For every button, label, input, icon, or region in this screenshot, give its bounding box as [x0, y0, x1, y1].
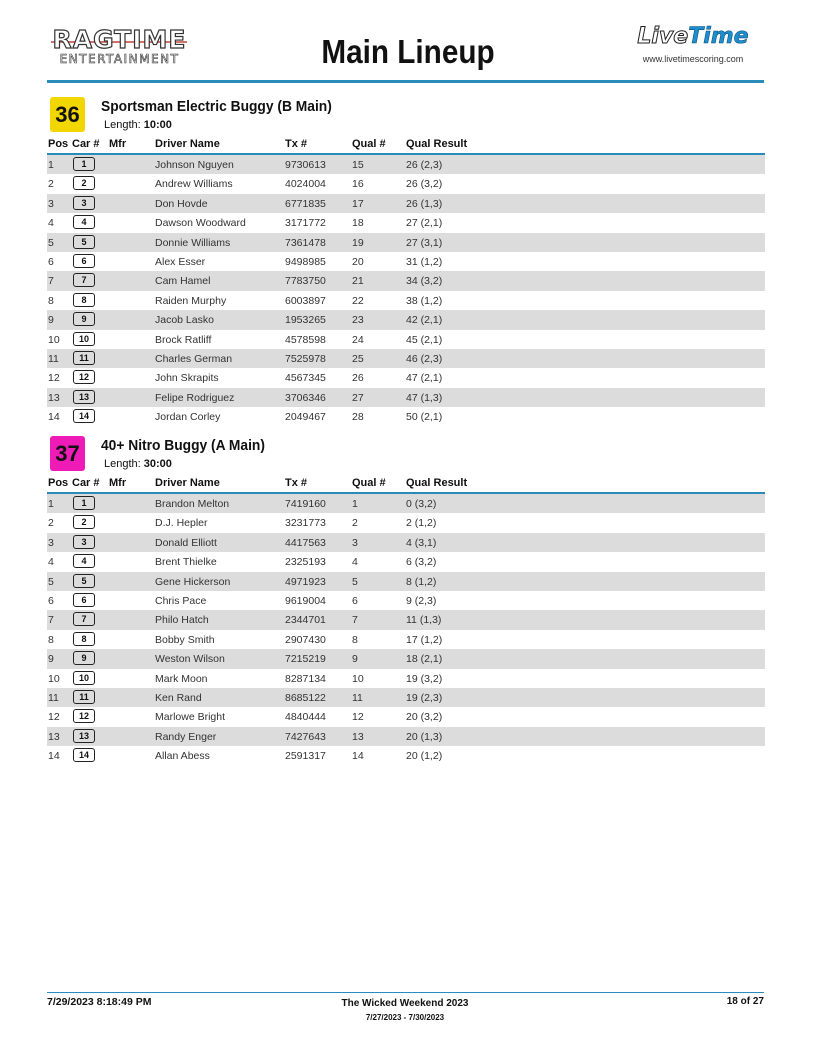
table-row [47, 533, 765, 552]
car-number-box: 1 [73, 496, 95, 510]
qual-result-cell: 26 (3,2) [406, 178, 443, 191]
qual-cell: 5 [352, 575, 358, 588]
race-length [104, 118, 172, 132]
transponder-cell: 8685122 [285, 691, 326, 704]
qual-result-cell: 46 (2,3) [406, 352, 443, 365]
qual-cell: 17 [352, 197, 364, 210]
car-number-box: 12 [73, 370, 95, 384]
driver-name-cell: Dawson Woodward [155, 217, 246, 230]
table-row [47, 610, 765, 629]
printed-timestamp: 7/29/2023 8:18:49 PM [47, 996, 152, 1008]
column-headers [47, 476, 765, 492]
pos-cell: 4 [48, 556, 54, 569]
pos-cell: 5 [48, 236, 54, 249]
event-name: The Wicked Weekend 2023 [341, 998, 469, 1009]
qual-cell: 10 [352, 672, 364, 685]
driver-name-cell: Ken Rand [155, 691, 202, 704]
qual-cell: 21 [352, 275, 364, 288]
qual-cell: 12 [352, 711, 364, 724]
length-label: Length: [104, 458, 141, 470]
column-headers [47, 137, 765, 153]
transponder-cell: 7361478 [285, 236, 326, 249]
car-number-box: 12 [73, 709, 95, 723]
driver-name-cell: Johnson Nguyen [155, 159, 234, 171]
qual-cell: 28 [352, 411, 364, 424]
car-number-box: 3 [73, 196, 95, 210]
length-value: 10:00 [143, 119, 172, 131]
qual-cell: 2 [352, 517, 358, 530]
car-number-box: 5 [73, 235, 95, 249]
table-row [47, 669, 765, 688]
table-row [47, 349, 765, 368]
driver-name-cell: John Skrapits [155, 372, 219, 385]
col-qual: Qual # [352, 477, 386, 489]
driver-name-cell: Donnie Williams [155, 236, 231, 249]
col-car: Car # [72, 477, 100, 489]
transponder-cell: 9498985 [285, 255, 326, 268]
qual-result-cell: 9 (2,3) [406, 594, 437, 607]
driver-name-cell: Chris Pace [155, 594, 207, 607]
col-car: Car # [72, 138, 100, 150]
race-length [104, 457, 172, 471]
transponder-cell: 9619004 [285, 594, 326, 607]
transponder-cell: 2591317 [285, 750, 326, 763]
race-number-badge: 36 [50, 97, 85, 132]
driver-name-cell: D.J. Hepler [155, 517, 208, 530]
pos-cell: 12 [48, 372, 60, 385]
transponder-cell: 7783750 [285, 275, 326, 288]
qual-result-cell: 50 (2,1) [406, 411, 443, 424]
driver-name-cell: Andrew Williams [155, 178, 233, 191]
transponder-cell: 4024004 [285, 178, 326, 191]
transponder-cell: 6003897 [285, 294, 326, 307]
car-number-box: 8 [73, 293, 95, 307]
car-number-box: 8 [73, 632, 95, 646]
pos-cell: 7 [48, 614, 54, 627]
lineup-table [47, 494, 765, 765]
car-number-box: 14 [73, 748, 95, 762]
car-number-box: 9 [73, 312, 95, 326]
logo-line-1: RAGTIME [52, 25, 187, 54]
table-row [47, 252, 765, 271]
table-row [47, 213, 765, 232]
pos-cell: 9 [48, 314, 54, 327]
transponder-cell: 2325193 [285, 556, 326, 569]
qual-cell: 11 [352, 691, 363, 704]
pos-cell: 14 [48, 750, 60, 763]
pos-cell: 6 [48, 255, 54, 268]
pos-cell: 3 [48, 197, 54, 210]
car-number-box: 7 [73, 273, 95, 287]
qual-result-cell: 18 (2,1) [406, 653, 443, 666]
col-mfr: Mfr [109, 138, 127, 150]
table-row [47, 494, 765, 513]
col-pos: Pos [48, 477, 69, 489]
livetime-word-time: Time [688, 24, 749, 49]
car-number-box: 4 [73, 554, 95, 568]
car-number-box: 9 [73, 651, 95, 665]
transponder-cell: 7419160 [285, 498, 326, 510]
livetime-wordmark [622, 24, 764, 50]
car-number-box: 5 [73, 574, 95, 588]
qual-result-cell: 11 (1,3) [406, 614, 442, 627]
col-result: Qual Result [406, 477, 468, 489]
driver-name-cell: Alex Esser [155, 255, 206, 268]
qual-cell: 1 [352, 498, 358, 510]
pos-cell: 11 [48, 352, 59, 365]
transponder-cell: 3171772 [285, 217, 326, 230]
car-number-box: 14 [73, 409, 95, 423]
qual-result-cell: 42 (2,1) [406, 314, 443, 327]
livetime-logo [622, 24, 764, 66]
col-qual: Qual # [352, 138, 386, 150]
qual-cell: 9 [352, 653, 358, 666]
qual-result-cell: 27 (2,1) [406, 217, 443, 230]
car-number-box: 6 [73, 254, 95, 268]
transponder-cell: 3231773 [285, 517, 326, 530]
table-row [47, 310, 765, 329]
qual-result-cell: 31 (1,2) [406, 255, 443, 268]
table-row [47, 155, 765, 174]
table-row [47, 707, 765, 726]
transponder-cell: 2344701 [285, 614, 326, 627]
col-mfr: Mfr [109, 477, 127, 489]
driver-name-cell: Jordan Corley [155, 411, 221, 424]
race-title: Sportsman Electric Buggy (B Main) [101, 98, 332, 115]
car-number-box: 10 [73, 671, 95, 685]
col-driver: Driver Name [155, 138, 220, 150]
driver-name-cell: Gene Hickerson [155, 575, 231, 588]
table-row [47, 688, 765, 707]
col-result: Qual Result [406, 138, 468, 150]
qual-cell: 3 [352, 536, 358, 549]
event-info [300, 998, 510, 1022]
qual-result-cell: 2 (1,2) [406, 517, 437, 530]
car-number-box: 7 [73, 612, 95, 626]
car-number-box: 2 [73, 515, 95, 529]
driver-name-cell: Donald Elliott [155, 536, 217, 549]
pos-cell: 14 [48, 411, 60, 424]
pos-cell: 10 [48, 333, 60, 346]
qual-result-cell: 19 (2,3) [406, 691, 443, 704]
qual-cell: 4 [352, 556, 358, 569]
qual-result-cell: 34 (3,2) [406, 275, 443, 288]
table-row [47, 727, 765, 746]
driver-name-cell: Brent Thielke [155, 556, 217, 569]
qual-cell: 24 [352, 333, 364, 346]
qual-result-cell: 26 (1,3) [406, 197, 443, 210]
driver-name-cell: Bobby Smith [155, 633, 215, 646]
qual-result-cell: 27 (3,1) [406, 236, 443, 249]
table-row [47, 174, 765, 193]
qual-result-cell: 20 (1,2) [406, 750, 443, 763]
event-dates: 7/27/2023 - 7/30/2023 [365, 1013, 445, 1022]
race-number-badge: 37 [50, 436, 85, 471]
car-number-box: 3 [73, 535, 95, 549]
col-pos: Pos [48, 138, 69, 150]
page-title: Main Lineup [321, 33, 495, 70]
table-row [47, 291, 765, 310]
qual-cell: 19 [352, 236, 364, 249]
qual-result-cell: 4 (3,1) [406, 536, 437, 549]
table-row [47, 388, 765, 407]
length-label: Length: [104, 119, 141, 131]
pos-cell: 7 [48, 275, 54, 288]
footer-divider [47, 992, 764, 993]
qual-result-cell: 26 (2,3) [406, 159, 443, 171]
transponder-cell: 4567345 [285, 372, 326, 385]
qual-result-cell: 19 (3,2) [406, 672, 443, 685]
lineup-table [47, 155, 765, 426]
livetime-word-live: Live [637, 24, 689, 49]
qual-cell: 25 [352, 352, 364, 365]
pos-cell: 10 [48, 672, 60, 685]
driver-name-cell: Weston Wilson [155, 653, 225, 666]
qual-result-cell: 0 (3,2) [406, 498, 437, 510]
pos-cell: 4 [48, 217, 54, 230]
table-row [47, 233, 765, 252]
logo-line-2: ENTERTAINMENT [59, 52, 180, 66]
table-row [47, 630, 765, 649]
table-row [47, 591, 765, 610]
driver-name-cell: Brandon Melton [155, 498, 230, 510]
driver-name-cell: Philo Hatch [155, 614, 209, 627]
qual-result-cell: 47 (2,1) [406, 372, 443, 385]
car-number-box: 13 [73, 729, 95, 743]
pos-cell: 5 [48, 575, 54, 588]
qual-cell: 7 [352, 614, 358, 627]
driver-name-cell: Jacob Lasko [155, 314, 214, 327]
table-row [47, 649, 765, 668]
qual-result-cell: 8 (1,2) [406, 575, 437, 588]
pos-cell: 9 [48, 653, 54, 666]
col-tx: Tx # [285, 477, 308, 489]
qual-result-cell: 6 (3,2) [406, 556, 437, 569]
car-number-box: 13 [73, 390, 95, 404]
driver-name-cell: Raiden Murphy [155, 294, 227, 307]
pos-cell: 2 [48, 178, 54, 191]
driver-name-cell: Don Hovde [155, 197, 208, 210]
qual-cell: 6 [352, 594, 358, 607]
pos-cell: 8 [48, 294, 54, 307]
transponder-cell: 6771835 [285, 197, 326, 210]
transponder-cell: 7525978 [285, 352, 326, 365]
driver-name-cell: Allan Abess [155, 750, 210, 763]
qual-cell: 14 [352, 750, 364, 763]
pos-cell: 13 [48, 730, 60, 743]
ragtime-logo [47, 26, 192, 66]
pos-cell: 1 [48, 159, 54, 171]
qual-cell: 8 [352, 633, 358, 646]
transponder-cell: 4578598 [285, 333, 326, 346]
col-tx: Tx # [285, 138, 308, 150]
transponder-cell: 4840444 [285, 711, 326, 724]
driver-name-cell: Brock Ratliff [155, 333, 212, 346]
qual-cell: 20 [352, 255, 364, 268]
qual-result-cell: 38 (1,2) [406, 294, 443, 307]
car-number-box: 4 [73, 215, 95, 229]
table-row [47, 194, 765, 213]
qual-cell: 15 [352, 159, 364, 171]
pos-cell: 3 [48, 536, 54, 549]
car-number-box: 6 [73, 593, 95, 607]
driver-name-cell: Randy Enger [155, 730, 217, 743]
qual-cell: 18 [352, 217, 364, 230]
qual-cell: 23 [352, 314, 364, 327]
qual-cell: 27 [352, 391, 364, 404]
table-row [47, 513, 765, 532]
car-number-box: 2 [73, 176, 95, 190]
pos-cell: 8 [48, 633, 54, 646]
transponder-cell: 4417563 [285, 536, 326, 549]
length-value: 30:00 [143, 458, 172, 470]
livetime-url: www.livetimescoring.com [642, 54, 744, 64]
table-row [47, 271, 765, 290]
qual-result-cell: 47 (1,3) [406, 391, 443, 404]
transponder-cell: 7427643 [285, 730, 326, 743]
page-number: 18 of 27 [726, 996, 764, 1007]
qual-cell: 16 [352, 178, 364, 191]
header-divider [47, 80, 764, 83]
qual-result-cell: 17 (1,2) [406, 633, 443, 646]
driver-name-cell: Charles German [155, 352, 233, 365]
pos-cell: 2 [48, 517, 54, 530]
pos-cell: 12 [48, 711, 60, 724]
transponder-cell: 7215219 [285, 653, 326, 666]
race-title: 40+ Nitro Buggy (A Main) [101, 437, 265, 454]
qual-cell: 22 [352, 294, 364, 307]
driver-name-cell: Marlowe Bright [155, 711, 226, 724]
table-row [47, 552, 765, 571]
transponder-cell: 1953265 [285, 314, 326, 327]
table-row [47, 368, 765, 387]
table-row [47, 407, 765, 426]
car-number-box: 11 [73, 351, 95, 365]
transponder-cell: 3706346 [285, 391, 326, 404]
car-number-box: 10 [73, 332, 95, 346]
transponder-cell: 2907430 [285, 633, 326, 646]
transponder-cell: 9730613 [285, 159, 326, 171]
pos-cell: 11 [48, 691, 59, 704]
driver-name-cell: Mark Moon [155, 672, 208, 685]
driver-name-cell: Cam Hamel [155, 275, 211, 288]
pos-cell: 1 [48, 498, 54, 510]
transponder-cell: 2049467 [285, 411, 326, 424]
qual-result-cell: 20 (1,3) [406, 730, 443, 743]
col-driver: Driver Name [155, 477, 220, 489]
qual-cell: 26 [352, 372, 364, 385]
qual-result-cell: 45 (2,1) [406, 333, 443, 346]
qual-result-cell: 20 (3,2) [406, 711, 443, 724]
pos-cell: 6 [48, 594, 54, 607]
table-row [47, 572, 765, 591]
table-row [47, 330, 765, 349]
car-number-box: 11 [73, 690, 95, 704]
qual-cell: 13 [352, 730, 364, 743]
driver-name-cell: Felipe Rodriguez [155, 391, 235, 404]
table-row [47, 746, 765, 765]
pos-cell: 13 [48, 391, 60, 404]
transponder-cell: 8287134 [285, 672, 326, 685]
car-number-box: 1 [73, 157, 95, 171]
transponder-cell: 4971923 [285, 575, 326, 588]
